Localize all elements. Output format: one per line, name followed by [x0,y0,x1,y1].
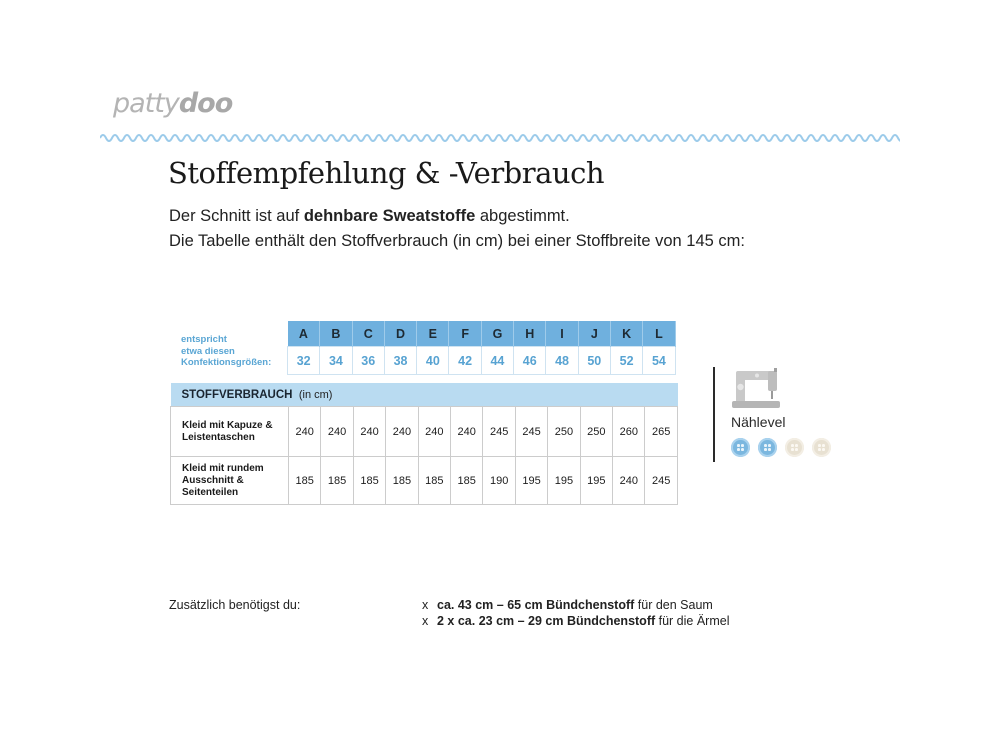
table-row [171,407,678,457]
consumption-value-cell: 245 [515,407,547,457]
intro-line-2: Die Tabelle enthält den Stoffverbrauch (in cm) bei einer Stoffbreite von 145 cm: [169,232,745,250]
pattydoo-logo: pattydoo [113,88,233,119]
size-number-cell: 44 [481,347,513,375]
consumption-value-cell: 185 [289,457,321,505]
level-button-icon [785,438,804,457]
level-button-icon [758,438,777,457]
list-item: x ca. 43 cm – 65 cm Bündchenstoff für den Saum [422,598,713,612]
consumption-value-cell: 185 [321,457,353,505]
size-number-cell: 34 [320,347,352,375]
size-table [287,321,676,375]
size-number-cell: 38 [384,347,416,375]
size-letter-cell: I [546,321,578,347]
row-label: Kleid mit rundem Ausschnitt & Seitenteilen [171,457,289,505]
size-number-cell: 48 [546,347,578,375]
consumption-value-cell: 245 [645,457,678,505]
size-letter-cell: E [417,321,449,347]
consumption-value-cell: 185 [451,457,483,505]
size-letter-cell: L [643,321,675,347]
size-number-cell: 36 [352,347,384,375]
size-letter-cell: C [352,321,384,347]
consumption-value-cell: 185 [386,457,418,505]
consumption-value-cell: 260 [613,407,645,457]
row-label: Kleid mit Kapuze & Leistentaschen [171,407,289,457]
size-letter-cell: G [481,321,513,347]
consumption-value-cell: 240 [289,407,321,457]
divider-line [713,367,715,462]
size-letter-cell: J [578,321,610,347]
consumption-value-cell: 240 [613,457,645,505]
level-button-icon [731,438,750,457]
page-title: Stoffempfehlung & -Verbrauch [168,156,604,190]
consumption-value-cell: 195 [515,457,547,505]
size-letter-cell: K [610,321,642,347]
size-number-cell: 50 [578,347,610,375]
consumption-value-cell: 240 [451,407,483,457]
size-letter-cell: F [449,321,481,347]
consumption-value-cell: 240 [386,407,418,457]
sewing-machine-icon [730,368,782,410]
size-letter-cell: D [384,321,416,347]
consumption-value-cell: 250 [580,407,612,457]
consumption-value-cell: 190 [483,457,515,505]
consumption-value-cell: 245 [483,407,515,457]
additional-needs-label: Zusätzlich benötigst du: [169,598,301,612]
size-numbers-row [288,347,676,375]
list-item: x 2 x ca. 23 cm – 29 cm Bündchenstoff für die Ärmel [422,614,730,628]
intro-text [169,204,745,254]
consumption-value-cell: 185 [418,457,450,505]
size-number-cell: 46 [514,347,546,375]
intro-line-1: Der Schnitt ist auf dehnbare Sweatstoffe abgestimmt. [169,207,570,225]
size-number-cell: 54 [643,347,675,375]
size-letter-cell: B [320,321,352,347]
additional-needs-list [422,597,729,629]
level-button-icon [812,438,831,457]
fabric-consumption-table [170,383,678,505]
size-number-cell: 42 [449,347,481,375]
sewing-level-label: Nählevel [731,414,786,430]
size-number-cell: 52 [610,347,642,375]
consumption-value-cell: 240 [321,407,353,457]
consumption-value-cell: 195 [580,457,612,505]
consumption-value-cell: 250 [548,407,580,457]
size-number-cell: 40 [417,347,449,375]
consumption-value-cell: 195 [548,457,580,505]
consumption-value-cell: 265 [645,407,678,457]
size-letter-cell: H [514,321,546,347]
size-number-cell: 32 [288,347,320,375]
consumption-header: STOFFVERBRAUCH (in cm) [171,383,678,407]
table-row [171,457,678,505]
consumption-value-cell: 240 [418,407,450,457]
consumption-value-cell: 240 [353,407,385,457]
wave-divider [100,130,900,146]
size-letter-cell: A [288,321,320,347]
size-letters-row [288,321,676,347]
size-correspondence-label: entspricht etwa diesen Konfektionsgrößen: [181,334,272,368]
consumption-value-cell: 185 [353,457,385,505]
